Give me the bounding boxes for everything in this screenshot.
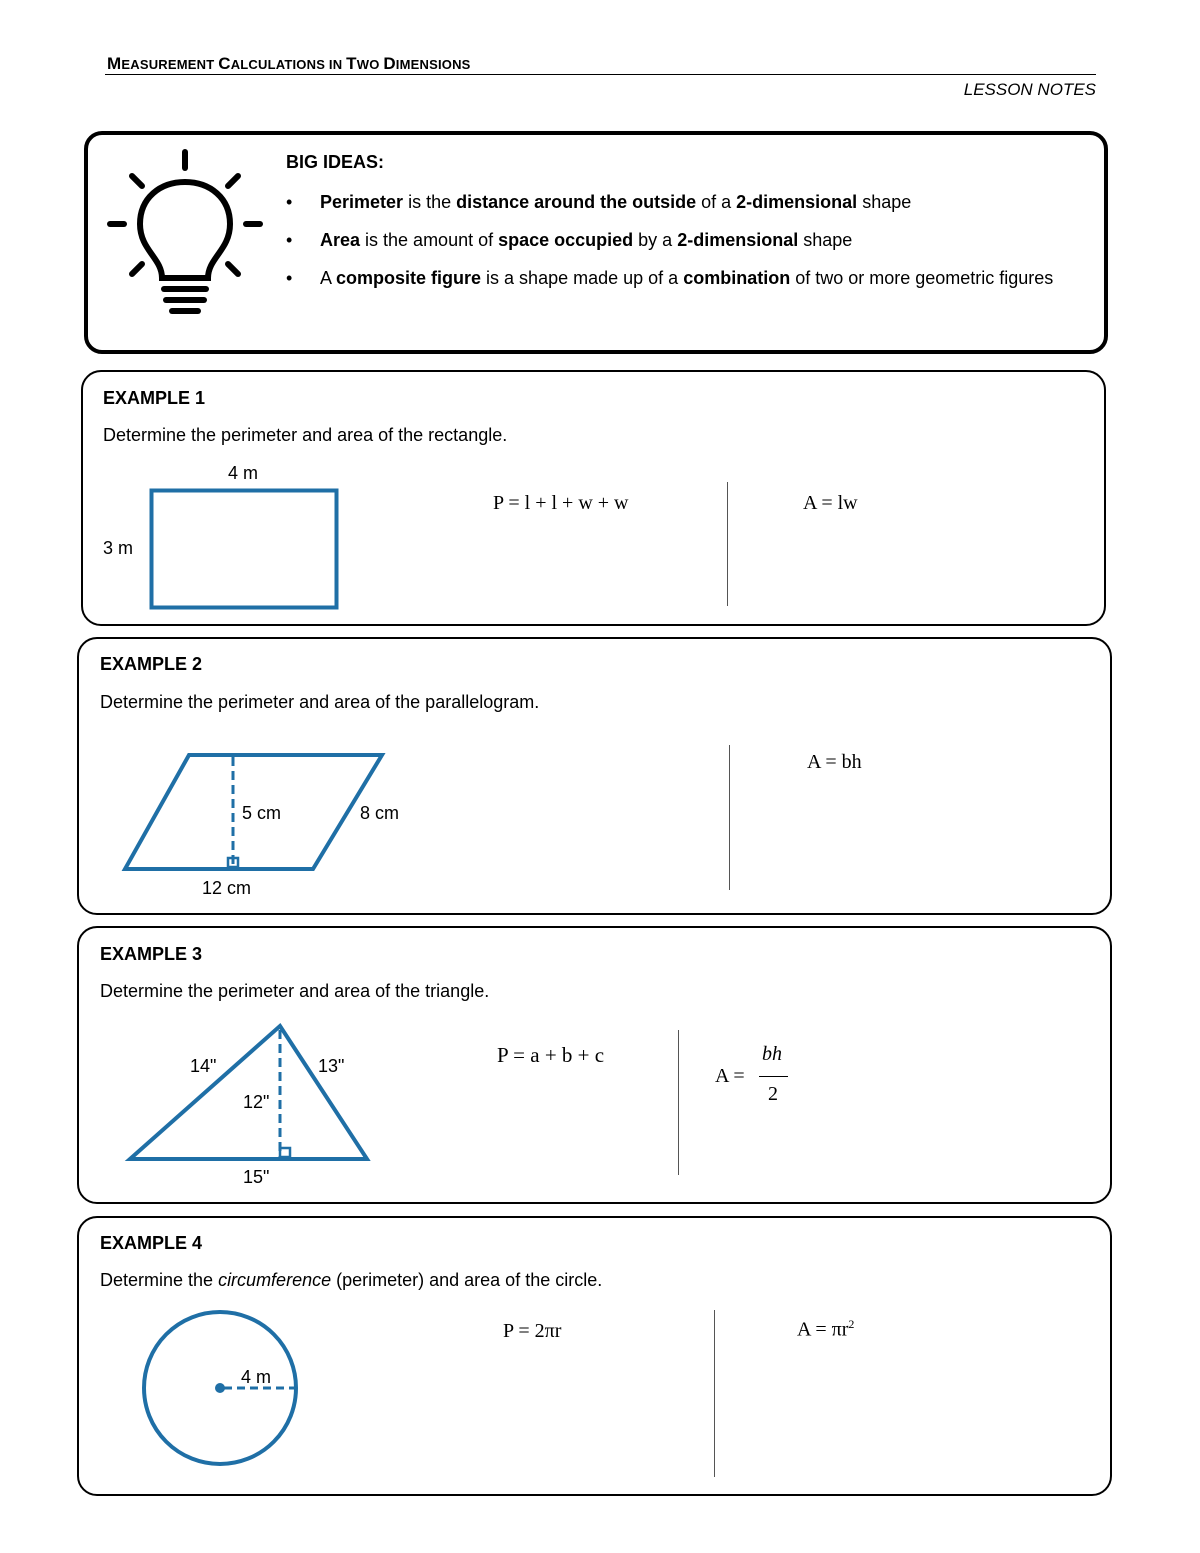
title-part: ALCULATIONS <box>230 57 329 72</box>
rectangle-width-label: 3 m <box>103 538 134 558</box>
bullet-text-run: 2-dimensional <box>736 192 858 212</box>
bullet-text-run: space occupied <box>498 230 634 250</box>
triangle-base-label: 15" <box>243 1167 270 1187</box>
example-4-area-formula <box>797 1317 854 1342</box>
circle-radius-label: 4 m <box>241 1367 272 1387</box>
example-4-heading: EXAMPLE 4 <box>100 1233 203 1253</box>
bullet-text-run: is the amount of <box>360 230 499 250</box>
rectangle-shape <box>150 489 338 609</box>
title-part: D <box>383 54 396 73</box>
bullet-text-run: of a <box>696 192 737 212</box>
area-formula-exponent: 2 <box>848 1317 855 1331</box>
big-idea-perimeter <box>286 183 1076 221</box>
example-2-divider <box>729 745 730 890</box>
example-3-area-formula <box>715 1043 815 1113</box>
big-ideas-heading: BIG IDEAS: <box>286 152 385 172</box>
example-4-divider <box>714 1310 715 1477</box>
big-idea-composite <box>286 259 1076 297</box>
lightbulb-icon <box>104 146 264 321</box>
parallelogram-side-label: 8 cm <box>360 803 400 823</box>
fraction-bar <box>759 1076 788 1077</box>
example-3-perimeter-formula: P = a + b + c <box>497 1043 605 1067</box>
example-2-prompt: Determine the perimeter and area of the parallelogram. <box>100 692 540 712</box>
example-3-heading: EXAMPLE 3 <box>100 944 203 964</box>
title-part: WO <box>356 57 384 72</box>
example-2-area-formula: A = bh <box>807 751 862 773</box>
bullet-text-run: is a shape made up of a <box>481 268 684 288</box>
prompt-text-run: circumference <box>218 1270 332 1290</box>
bullet-text-run: of two or more geometric figures <box>790 268 1054 288</box>
parallelogram-height-label: 5 cm <box>242 803 282 823</box>
example-1-area-formula: A = lw <box>803 492 858 514</box>
example-2-heading: EXAMPLE 2 <box>100 654 203 674</box>
circle-shape <box>140 1308 302 1470</box>
bullet-text-run: shape <box>798 230 853 250</box>
example-1-prompt: Determine the perimeter and area of the rectangle. <box>103 425 508 445</box>
big-idea-area <box>286 221 1076 259</box>
example-1-perimeter-formula: P = l + l + w + w <box>493 492 629 514</box>
example-3-prompt: Determine the perimeter and area of the triangle. <box>100 981 490 1001</box>
example-1-heading: EXAMPLE 1 <box>103 388 206 408</box>
title-part: IMENSIONS <box>395 57 471 72</box>
rectangle-length-label: 4 m <box>228 463 259 483</box>
triangle-left-side-label: 14" <box>190 1056 217 1076</box>
bullet-text-run: composite figure <box>336 268 482 288</box>
area-formula-lhs: A = <box>715 1065 745 1087</box>
bullet-text-run: combination <box>683 268 791 288</box>
bullet-text-run: by a <box>633 230 678 250</box>
example-4-prompt <box>100 1270 602 1291</box>
title-part: C <box>218 54 231 73</box>
example-1-divider <box>727 482 728 606</box>
bullet-text-run: Perimeter <box>320 192 404 212</box>
triangle-height-label: 12" <box>243 1092 270 1112</box>
bullet-text-run: A <box>320 268 337 288</box>
area-formula-numerator: bh <box>762 1043 782 1065</box>
prompt-text-run: (perimeter) and area of the circle. <box>331 1270 603 1290</box>
bullet-text-run: distance around the outside <box>456 192 697 212</box>
title-rule <box>105 74 1096 75</box>
example-3-divider <box>678 1030 679 1175</box>
bullet-text-run: 2-dimensional <box>677 230 799 250</box>
title-part: EASUREMENT <box>121 57 219 72</box>
page-subtitle: LESSON NOTES <box>963 80 1096 99</box>
page-title <box>107 54 471 74</box>
title-part: IN <box>328 57 347 72</box>
area-formula-base: A = πr <box>797 1318 849 1341</box>
prompt-text-run: Determine the <box>100 1270 219 1290</box>
area-formula-denominator: 2 <box>768 1083 778 1105</box>
parallelogram-base-label: 12 cm <box>202 878 252 898</box>
bullet-text-run: Area <box>320 230 361 250</box>
bullet-text-run: is the <box>403 192 457 212</box>
example-4-perimeter-formula: P = 2πr <box>503 1320 562 1342</box>
big-ideas-list <box>286 149 1076 297</box>
title-part: M <box>107 54 122 73</box>
triangle-right-side-label: 13" <box>318 1056 345 1076</box>
title-part: T <box>346 54 357 73</box>
bullet-text-run: shape <box>857 192 912 212</box>
